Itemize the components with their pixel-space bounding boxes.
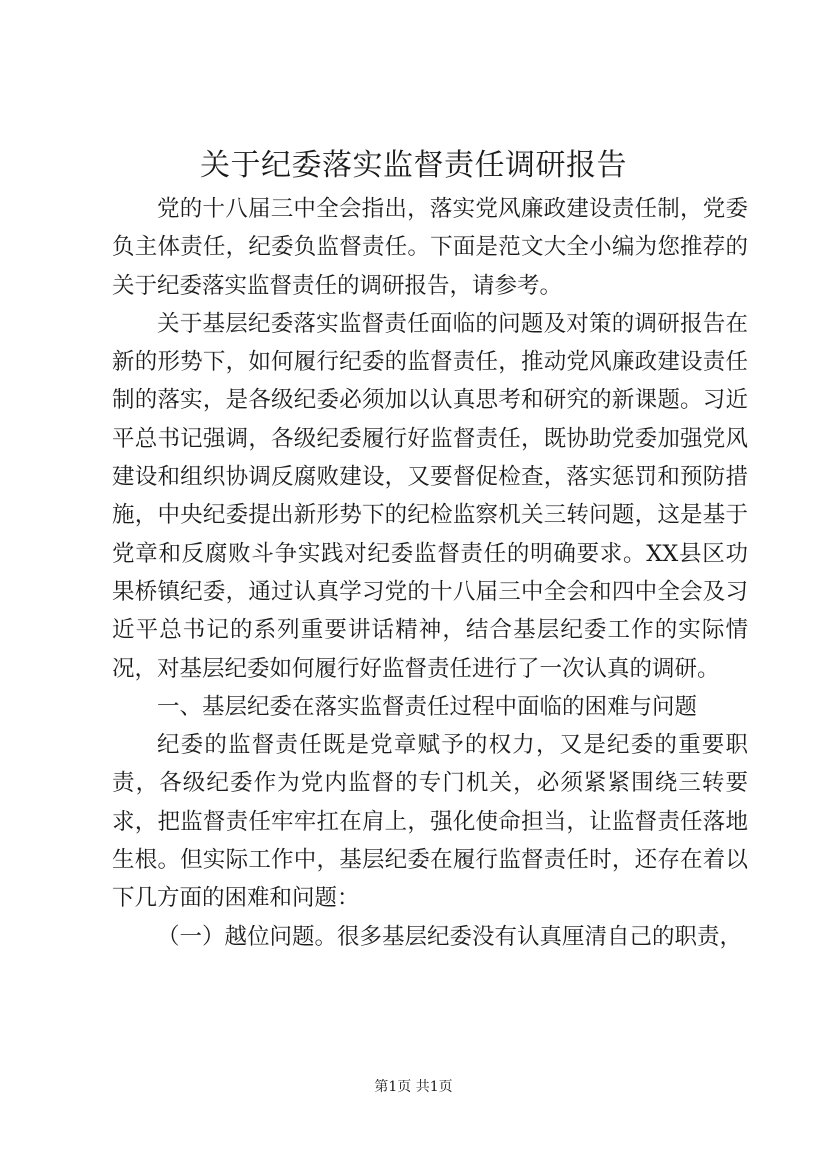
document-title: 关于纪委落实监督责任调研报告 (200, 148, 627, 183)
paragraph-intro: 党的十八届三中全会指出，落实党风廉政建设责任制，党委负主体责任，纪委负监督责任。下面是范文大全小编为您推荐的关于纪委落实监督责任的调研报告，请参考。 (112, 196, 748, 299)
document-body (112, 190, 748, 956)
section-heading-1: 一、基层纪委在落实监督责任过程中面临的困难与问题 (157, 693, 698, 720)
paragraph-section-1: 纪委的监督责任既是党章赋予的权力，又是纪委的重要职责，各级纪委作为党内监督的专门机关，必须紧紧围绕三转要求，把监督责任牢牢扛在肩上，强化使命担当，让监督责任落地生根。但实际工作中，基层纪委在履行监督责任时，还存在着以下几方面的困难和问题： (112, 732, 748, 912)
page-footer: 第1页 共1页 (374, 1079, 453, 1095)
paragraph-background: 关于基层纪委落实监督责任面临的问题及对策的调研报告在新的形势下，如何履行纪委的监督责任，推动党风廉政建设责任制的落实，是各级纪委必须加以认真思考和研究的新课题。习近平总书记强调，各级纪委履行好监督责任，既协助党委加强党风建设和组织协调反腐败建设，又要督促检查，落实惩罚和预防措施，中央纪委提出新形势下的纪检监察机关三转问题，这是基于党章和反腐败斗争实践对纪委监督责任的明确要求。XX县区功果桥镇纪委，通过认真学习党的十八届三中全会和四中全会及习近平总书记的系列重要讲话精神，结合基层纪委工作的实际情况，对基层纪委如何履行好监督责任进行了一次认真的调研。 (112, 310, 748, 682)
paragraph-subsection-1: （一）越位问题。很多基层纪委没有认真厘清自己的职责， (157, 923, 743, 950)
